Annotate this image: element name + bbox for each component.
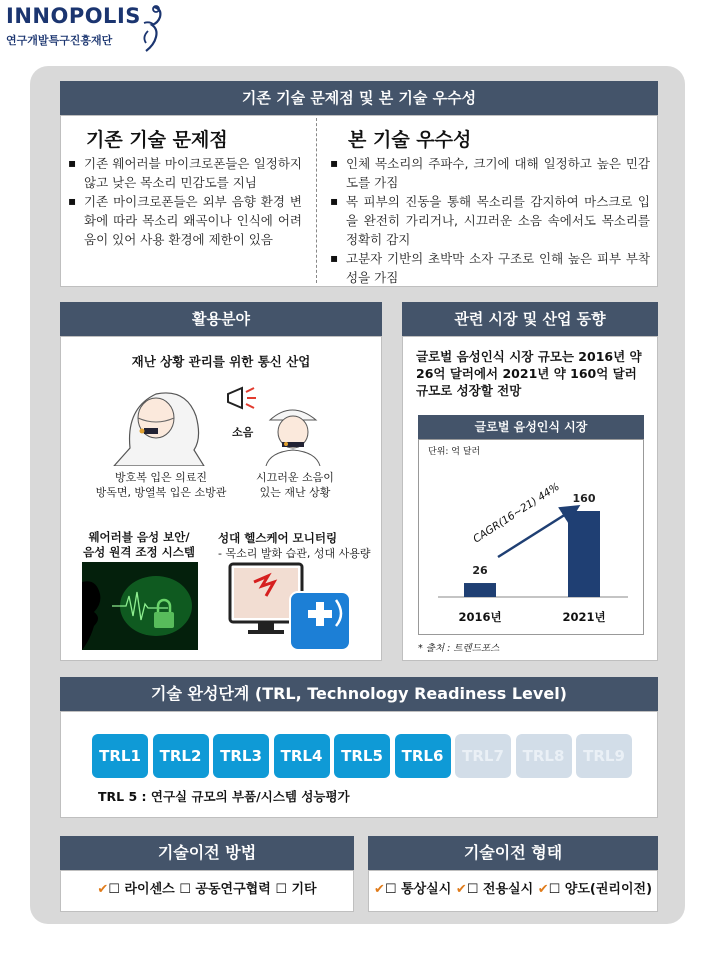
trl-level-2: TRL2 [153,734,209,778]
checkbox-icon: ☐ [179,882,191,897]
logo-name: INNOPOLIS [6,4,141,28]
check-mark-icon: ✔ [97,882,109,897]
trl-level-5: TRL5 [334,734,390,778]
market-bar-chart [418,439,644,635]
checkbox-icon: ☐ [275,882,287,897]
logo-org: 연구개발특구진흥재단 [6,34,113,47]
checkbox-icon: ☐ [108,882,120,897]
hazmat-suit-illustration [108,378,208,466]
section-header-problems-strengths: 기존 기술 문제점 및 본 기술 우수성 [60,81,658,115]
transfer-type-options [368,878,658,897]
list-item: ▪ 목 피부의 진동을 통해 목소리를 감지하여 마스크로 입을 완전히 가리거나, 시끄러운 소음 속에서도 목소리를 정확히 감지 [328,192,650,249]
megaphone-icon [224,384,258,412]
logo [0,0,168,56]
option-other[interactable]: ☐ 기타 [275,882,317,897]
voice-security-title: 웨어러블 음성 보안/ 음성 원격 조정 시스템 [83,530,195,559]
section-header-market: 관련 시장 및 산업 동향 [402,302,658,336]
bar-value-label: 160 [572,492,596,505]
trl-level-9: TRL9 [576,734,632,778]
checkbox-icon: ☐ [384,882,397,897]
checkbox-icon: ☐ [548,882,561,897]
check-mark-icon: ✔ [537,882,549,897]
health-title: 성대 헬스케어 모니터링 [218,531,338,545]
section-header-transfer-method: 기술이전 방법 [60,836,354,870]
bar-value-label: 26 [472,564,488,578]
list-item: ▪ 기존 웨어러블 마이크로폰들은 일정하지 않고 낮은 목소리 민감도를 지님 [66,154,302,192]
option-exclusive[interactable]: ✔☐ 전용실시 [455,882,534,897]
chart-unit: 단위: 억 달러 [428,447,481,457]
problems-title: 기존 기술 문제점 [86,129,228,151]
trl-level-1: TRL1 [92,734,148,778]
trl-level-7: TRL7 [455,734,511,778]
caption-noisy-disaster: 시끄러운 소음이 있는 재난 상황 [256,471,334,499]
section-header-applications: 활용분야 [60,302,382,336]
option-license[interactable]: ✔☐ 라이센스 [97,882,175,897]
trl-level-8: TRL8 [516,734,572,778]
section-header-trl: 기술 완성단계 (TRL, Technology Readiness Level) [60,677,658,711]
list-item: ▪ 고분자 기반의 초박막 소자 구조로 인해 높은 피부 부착성을 가짐 [328,249,650,287]
problems-list [66,154,302,249]
strengths-list [328,154,650,287]
list-item: ▪ 인체 목소리의 주파수, 크기에 대해 일정하고 높은 민감도를 가짐 [328,154,650,192]
checkbox-icon: ☐ [466,882,479,897]
market-source: * 출처 : 트렌드포스 [418,643,500,654]
voice-security-image [82,562,198,650]
cagr-annotation: CAGR(16~21) 44% [471,480,562,546]
worker-with-sensor-illustration [262,400,324,466]
option-assignment[interactable]: ✔☐ 양도(권리이전) [537,882,653,897]
health-description: - 목소리 발화 습관, 성대 사용량 [218,547,371,560]
trl-note: TRL 5 : 연구실 규모의 부품/시스템 성능평가 [98,789,350,804]
trl-level-4: TRL4 [274,734,330,778]
innopolis-figure-icon [138,3,166,53]
option-nonexclusive[interactable]: ✔☐ 통상실시 [373,882,452,897]
x-tick-label: 2016년 [458,610,502,624]
disaster-title: 재난 상황 관리를 위한 통신 산업 [131,354,311,369]
trl-level-6: TRL6 [395,734,451,778]
caption-medical-staff: 방호복 입은 의료진 방독면, 방열복 입은 소방관 [95,471,227,499]
list-item: ▪ 기존 마이크로폰들은 외부 음향 환경 변화에 따라 목소리 왜곡이나 인식에 어려움이 있어 사용 환경에 제한이 있음 [66,192,302,249]
market-summary: 글로벌 음성인식 시장 규모는 2016년 약 26억 달러에서 2021년 약 160억 달러 규모로 성장할 전망 [416,349,642,398]
trl-level-3: TRL3 [213,734,269,778]
transfer-method-options [60,878,354,897]
panel-divider [316,118,317,283]
chart-title-bar: 글로벌 음성인식 시장 [418,415,644,439]
vocal-health-monitor-image [228,562,354,652]
option-joint-research[interactable]: ☐ 공동연구협력 [179,882,271,897]
strengths-title: 본 기술 우수성 [348,129,472,151]
bar [464,583,496,597]
check-mark-icon: ✔ [455,882,467,897]
x-tick-label: 2021년 [562,610,606,624]
section-header-transfer-type: 기술이전 형태 [368,836,658,870]
check-mark-icon: ✔ [373,882,385,897]
noise-label: 소음 [232,426,254,439]
bar [568,511,600,597]
